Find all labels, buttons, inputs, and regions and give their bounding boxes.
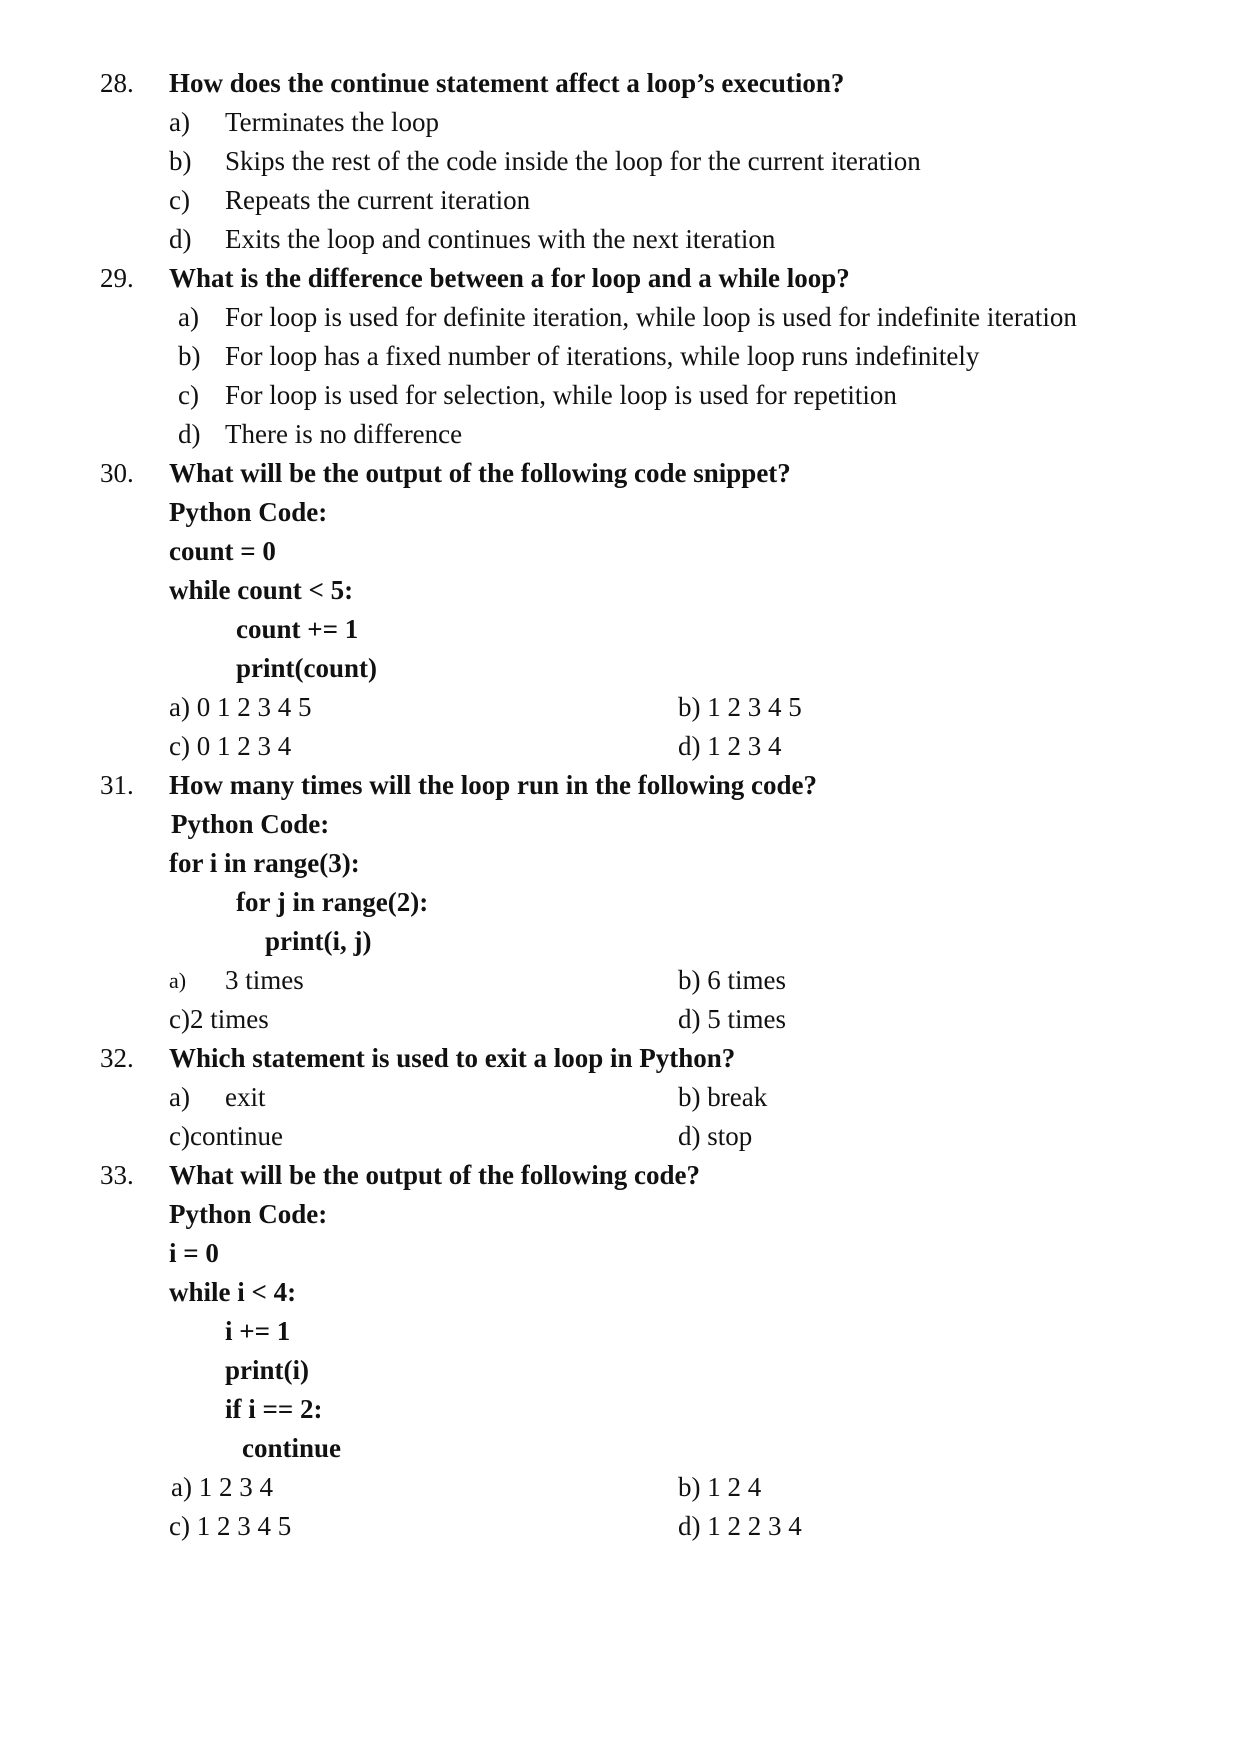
- options-row: [100, 961, 1200, 1000]
- code-line: continue: [242, 1433, 342, 1463]
- code-line: while count < 5:: [169, 575, 354, 605]
- question-number: 30.: [100, 458, 134, 488]
- question-header: [100, 64, 1200, 103]
- option-d: [100, 220, 1200, 259]
- options-row: [100, 1117, 1200, 1156]
- question-number: 33.: [100, 1160, 134, 1190]
- option-text: Skips the rest of the code inside the loop for the current iteration: [225, 146, 921, 176]
- code-line: print(count): [236, 653, 377, 683]
- option-b: b) break: [678, 1082, 768, 1112]
- question-header: [100, 1039, 1200, 1078]
- code-line: print(i, j): [265, 926, 372, 956]
- option-letter: a): [178, 302, 199, 332]
- option-c: [100, 181, 1200, 220]
- option-a: [100, 298, 1200, 337]
- options-row: [100, 1507, 1200, 1546]
- question-header: [100, 454, 1200, 493]
- option-letter: c): [178, 380, 199, 410]
- option-b: [100, 337, 1200, 376]
- option-letter: b): [178, 341, 201, 371]
- question-28: [100, 64, 1200, 259]
- option-c: c) 0 1 2 3 4: [169, 731, 292, 761]
- option-a: exit: [225, 1082, 266, 1112]
- option-b: b) 1 2 4: [678, 1472, 762, 1502]
- option-d: [100, 415, 1200, 454]
- question-text: How many times will the loop run in the following code?: [169, 770, 818, 800]
- question-number: 31.: [100, 770, 134, 800]
- option-letter: b): [169, 146, 192, 176]
- options-row: [100, 1000, 1200, 1039]
- option-text: Repeats the current iteration: [225, 185, 531, 215]
- option-c: c) 1 2 3 4 5: [169, 1511, 292, 1541]
- option-b: [100, 142, 1200, 181]
- option-d: d) 5 times: [678, 1004, 786, 1034]
- question-text: Which statement is used to exit a loop in Python?: [169, 1043, 736, 1073]
- question-header: [100, 259, 1200, 298]
- question-text: How does the continue statement affect a loop’s execution?: [169, 68, 845, 98]
- question-number: 28.: [100, 68, 134, 98]
- option-a: a) 0 1 2 3 4 5: [169, 692, 312, 722]
- question-number: 29.: [100, 263, 134, 293]
- option-d: d) 1 2 3 4: [678, 731, 782, 761]
- question-header: [100, 766, 1200, 805]
- option-letter: c): [169, 185, 190, 215]
- code-line: print(i): [225, 1355, 309, 1385]
- code-line: for j in range(2):: [236, 887, 429, 917]
- option-c: c)continue: [169, 1121, 283, 1151]
- option-text: For loop is used for selection, while loop is used for repetition: [225, 380, 897, 410]
- options-row: [100, 1078, 1200, 1117]
- code-label: Python Code:: [169, 497, 328, 527]
- question-29: [100, 259, 1200, 454]
- code-line: i += 1: [225, 1316, 291, 1346]
- option-letter: d): [178, 419, 201, 449]
- option-b: b) 1 2 3 4 5: [678, 692, 802, 722]
- option-text: Exits the loop and continues with the next iteration: [225, 224, 776, 254]
- option-a: 3 times: [225, 965, 304, 995]
- question-text: What will be the output of the following code snippet?: [169, 458, 791, 488]
- question-31: [100, 766, 1200, 1039]
- code-line: i = 0: [169, 1238, 219, 1268]
- code-line: for i in range(3):: [169, 848, 360, 878]
- option-text: There is no difference: [225, 419, 463, 449]
- option-d: d) stop: [678, 1121, 753, 1151]
- option-d: d) 1 2 2 3 4: [678, 1511, 802, 1541]
- question-32: [100, 1039, 1200, 1156]
- question-header: [100, 1156, 1200, 1195]
- option-a: a) 1 2 3 4: [171, 1472, 273, 1502]
- option-text: For loop has a fixed number of iterations, while loop runs indefinitely: [225, 341, 980, 371]
- options-row: [100, 1468, 1200, 1507]
- option-letter: d): [169, 224, 192, 254]
- code-line: while i < 4:: [169, 1277, 297, 1307]
- question-33: [100, 1156, 1200, 1546]
- option-a: [100, 103, 1200, 142]
- code-label: Python Code:: [169, 1199, 328, 1229]
- question-number: 32.: [100, 1043, 134, 1073]
- options-row: [100, 727, 1200, 766]
- question-text: What is the difference between a for loop and a while loop?: [169, 263, 850, 293]
- question-text: What will be the output of the following code?: [169, 1160, 701, 1190]
- option-c: [100, 376, 1200, 415]
- options-row: [100, 688, 1200, 727]
- option-letter: a): [169, 968, 187, 993]
- option-text: For loop is used for definite iteration, while loop is used for indefinite iteration: [225, 302, 1077, 332]
- code-line: if i == 2:: [225, 1394, 323, 1424]
- code-label: Python Code:: [171, 809, 330, 839]
- option-letter: a): [169, 107, 190, 137]
- option-text: Terminates the loop: [225, 107, 440, 137]
- code-line: count += 1: [236, 614, 359, 644]
- code-line: count = 0: [169, 536, 276, 566]
- question-30: [100, 454, 1200, 766]
- option-c: c)2 times: [169, 1004, 269, 1034]
- option-b: b) 6 times: [678, 965, 786, 995]
- option-letter: a): [169, 1082, 190, 1112]
